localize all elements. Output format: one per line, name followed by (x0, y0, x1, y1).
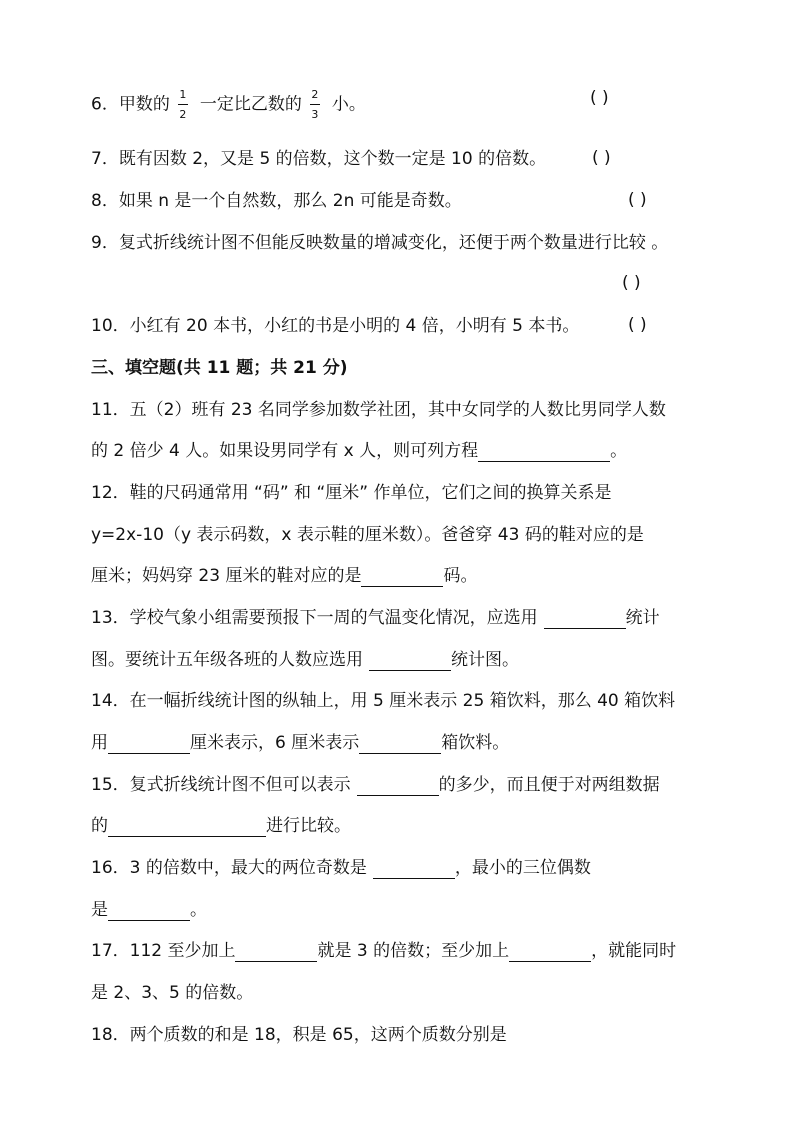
q12-blank[interactable] (361, 568, 443, 587)
question-11-line-1: 11．五（2）班有 23 名同学参加数学社团，其中女同学的人数比男同学人数 (91, 400, 666, 420)
q15-blank-2[interactable] (108, 818, 266, 837)
q11-blank[interactable] (478, 443, 610, 462)
question-12-line-1: 12．鞋的尺码通常用 “码” 和 “厘米” 作单位，它们之间的换算关系是 (91, 483, 612, 503)
question-13-line-2: 图。要统计五年级各班的人数应选用 统计图。 (91, 650, 519, 670)
q16-blank-1[interactable] (373, 860, 455, 879)
question-14-line-2: 用 厘米表示，6 厘米表示 箱饮料。 (91, 733, 510, 753)
question-17-line-1: 17．112 至少加上 就是 3 的倍数；至少加上 ，就能同时 (91, 941, 677, 961)
section-heading-fill-in: 三、填空题(共 11 题；共 21 分) (91, 358, 348, 378)
q13-blank-2[interactable] (369, 652, 451, 671)
fraction-two-thirds: $\frac{2}{3}$ (311, 88, 319, 121)
question-11-line-2: 的 2 倍少 4 人。如果设男同学有 x 人，则可列方程 。 (91, 441, 628, 461)
question-16-line-1: 16．3 的倍数中，最大的两位奇数是 ，最小的三位偶数 (91, 858, 591, 878)
q16-blank-2[interactable] (108, 902, 190, 921)
q9-answer-paren[interactable]: ( ) (622, 273, 641, 293)
q6-text-pre: 6．甲数的 (91, 94, 170, 115)
q17-blank-2[interactable] (509, 943, 591, 962)
q8-answer-paren[interactable]: ( ) (628, 190, 647, 210)
question-10: 10．小红有 20 本书，小红的书是小明的 4 倍，小明有 5 本书。 (91, 316, 580, 336)
question-17-line-2: 是 2、3、5 的倍数。 (91, 983, 254, 1003)
question-9: 9．复式折线统计图不但能反映数量的增减变化，还便于两个数量进行比较 。 (91, 233, 669, 253)
q7-answer-paren[interactable]: ( ) (592, 148, 611, 168)
question-13-line-1: 13．学校气象小组需要预报下一周的气温变化情况，应选用 统计 (91, 608, 660, 628)
question-16-line-2: 是 。 (91, 900, 207, 920)
question-14-line-1: 14．在一幅折线统计图的纵轴上，用 5 厘米表示 25 箱饮料，那么 40 箱饮料 (91, 691, 676, 711)
q17-blank-1[interactable] (235, 943, 317, 962)
q6-text-post: 小。 (331, 94, 366, 115)
question-8: 8．如果 n 是一个自然数，那么 2n 可能是奇数。 (91, 191, 462, 211)
q6-answer-paren[interactable]: ( ) (590, 88, 609, 108)
question-18-line-1: 18．两个质数的和是 18，积是 65，这两个质数分别是 (91, 1025, 507, 1045)
q6-text-mid: 一定比乙数的 (199, 94, 302, 115)
question-7: 7．既有因数 2，又是 5 的倍数，这个数一定是 10 的倍数。 (91, 149, 547, 169)
q13-blank-1[interactable] (544, 610, 626, 629)
question-15-line-1: 15．复式折线统计图不但可以表示 的多少，而且便于对两组数据 (91, 775, 660, 795)
question-12-line-2: y=2x-10（y 表示码数，x 表示鞋的厘米数）。爸爸穿 43 码的鞋对应的是 (91, 525, 644, 545)
q15-blank-1[interactable] (357, 777, 439, 796)
question-6 (91, 88, 366, 121)
fraction-one-half: $\frac{1}{2}$ (179, 88, 187, 121)
question-12-line-3: 厘米；妈妈穿 23 厘米的鞋对应的是 码。 (91, 566, 478, 586)
q10-answer-paren[interactable]: ( ) (628, 315, 647, 335)
question-15-line-2: 的 进行比较。 (91, 816, 351, 836)
q14-blank-2[interactable] (359, 735, 441, 754)
q14-blank-1[interactable] (108, 735, 190, 754)
